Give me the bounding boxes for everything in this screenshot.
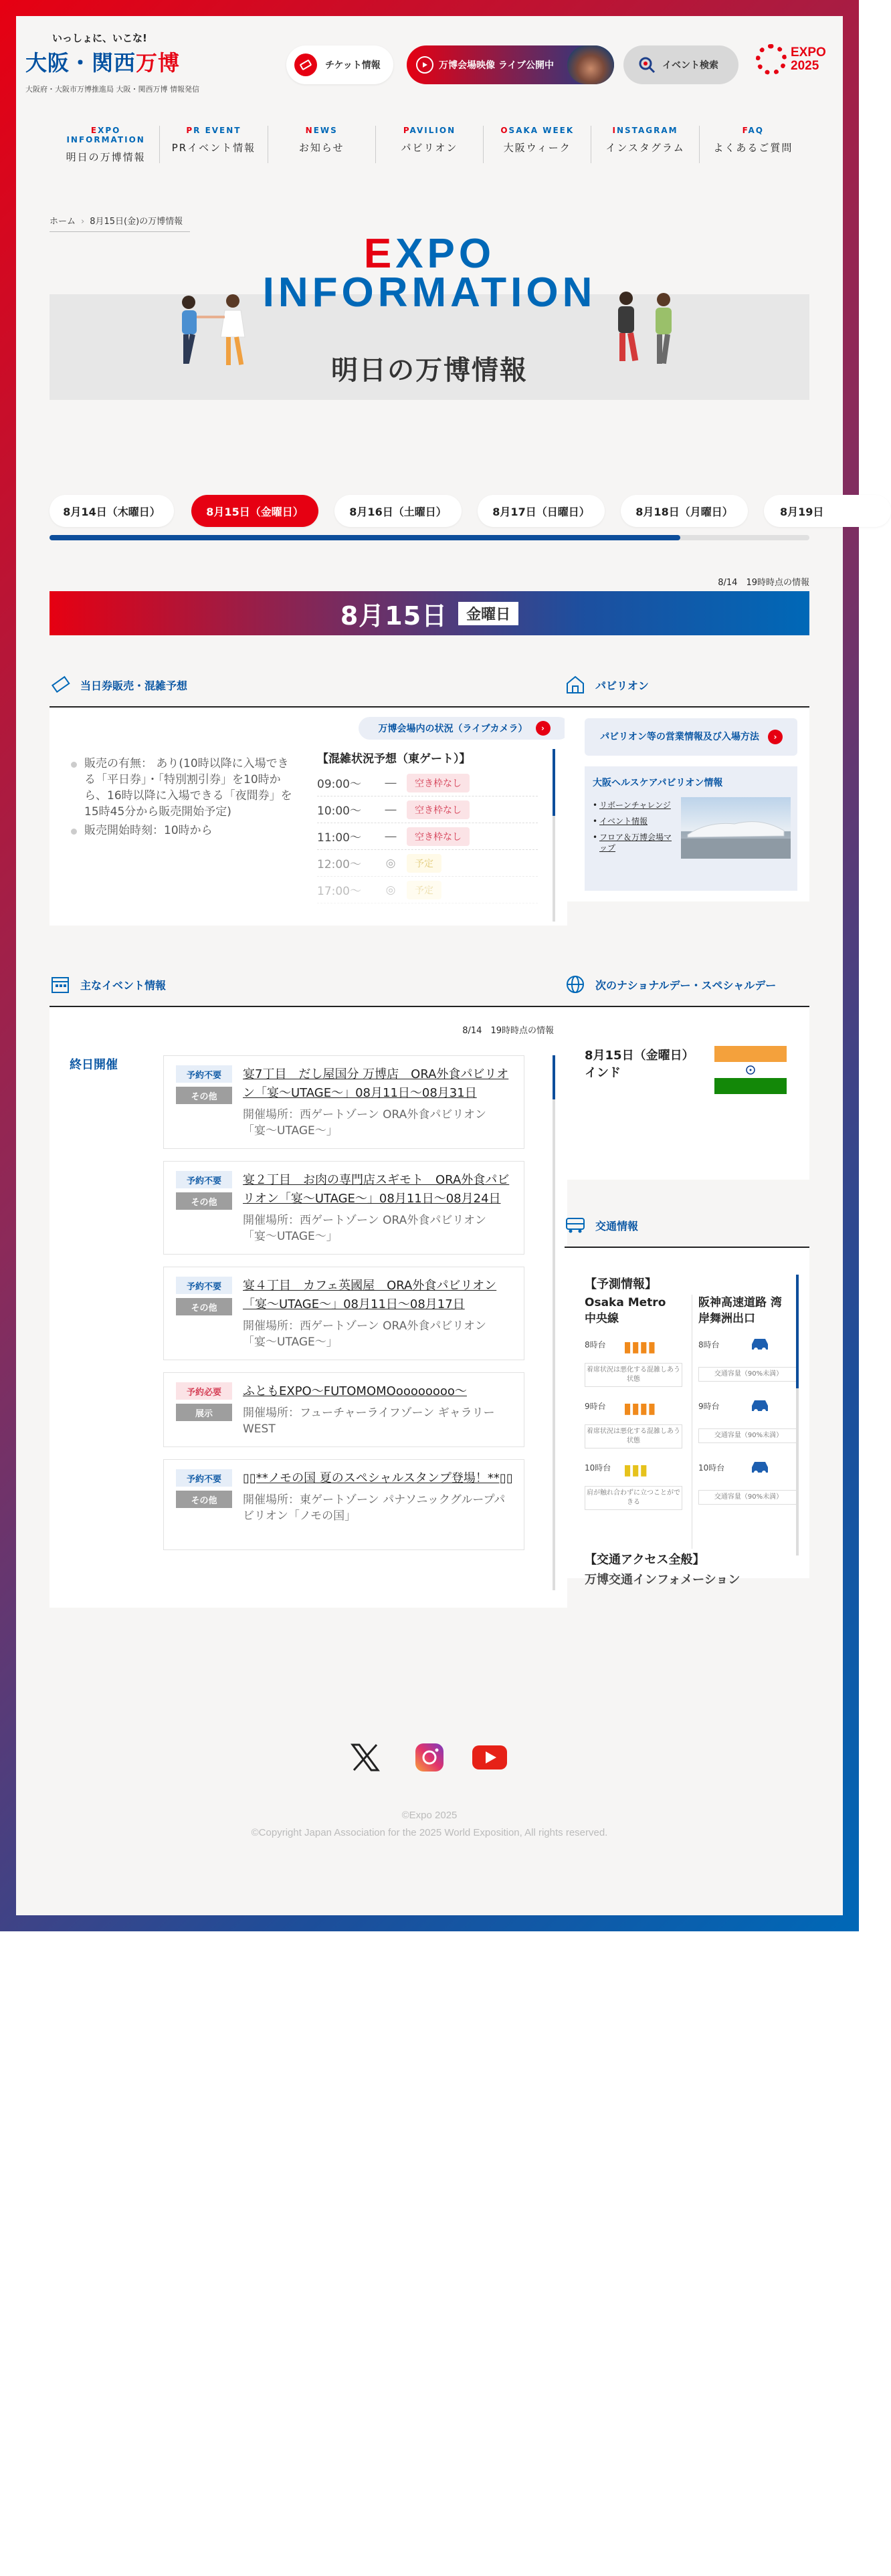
crowd-forecast-title: 【混雑状況予想（東ゲート）】 [317, 752, 471, 766]
reservation-badge: 予約不要 [176, 1469, 232, 1487]
car-icon [749, 1398, 771, 1416]
ticket-outline-icon [50, 674, 71, 695]
traffic-scrollbar[interactable] [796, 1275, 799, 1555]
bus-icon [565, 1214, 586, 1236]
national-day-info [585, 1047, 694, 1082]
events-panel [50, 1007, 567, 1608]
nav-item-instagram[interactable]: INSTAGRAM インスタグラム [591, 126, 699, 163]
category-badge: その他 [176, 1087, 232, 1104]
search-icon [637, 55, 657, 75]
pavilion-section-title: パビリオン [565, 674, 649, 695]
pavilion-link[interactable]: • イベント情報 [593, 816, 674, 827]
national-day-country: インド [585, 1066, 621, 1080]
reservation-badge: 予約不要 [176, 1277, 232, 1294]
footer-copyright-short: ©Expo 2025 [401, 1810, 458, 1821]
category-badge: その他 [176, 1298, 232, 1315]
expressway-title: 阪神高速道路 湾岸舞洲出口 [698, 1296, 782, 1325]
national-day-panel [565, 1007, 809, 1180]
expo2025-logo[interactable] [756, 44, 826, 75]
nav-item-osaka-week[interactable]: OSAKA WEEK 大阪ウィーク [484, 126, 591, 163]
live-label: 万博会場映像 ライブ公開中 [439, 60, 555, 71]
event-search-button[interactable] [623, 45, 738, 84]
expo-logo-text-b: 2025 [791, 59, 819, 73]
date-tabs [50, 495, 843, 535]
metro-time: 9時台 [585, 1402, 606, 1411]
pavilion-link[interactable]: • フロア＆万博会場マップ [593, 832, 674, 853]
healthcare-pavilion-box [585, 766, 797, 891]
expressway-note: 交通容量（90%未満） [698, 1490, 799, 1505]
logo-subtitle: 大阪府・大阪市万博推進局 大阪・関西万博 情報発信 [25, 85, 199, 94]
event-place: 開催場所：西ゲートゾーン ORA外食パビリオン「宴〜UTAGE〜」 [243, 1319, 487, 1349]
crowd-people-icon: ▮▮▮ [623, 1462, 648, 1479]
nav-item-faq[interactable]: FAQ よくあるご質問 [713, 126, 793, 154]
event-card[interactable] [163, 1372, 524, 1447]
ticket-label: チケット情報 [325, 60, 381, 71]
metro-line-title: Osaka Metro 中央線 [585, 1296, 666, 1325]
events-scroll-thumb[interactable] [553, 1055, 555, 1099]
traffic-content [565, 1248, 817, 1587]
crowd-row: 10:00〜 ― 空き枠なし [317, 796, 538, 823]
expo-mark-icon [756, 44, 787, 75]
crowd-people-icon: ▮▮▮▮ [623, 1339, 656, 1356]
event-place: 開催場所：東ゲートゾーン パナソニックグループパビリオン「ノモの国」 [243, 1493, 506, 1523]
event-title-link[interactable]: 宴7丁目 だし屋国分 万博店 ORA外食パビリオン「宴〜UTAGE〜」08月11日〜08月31日 [243, 1067, 509, 1100]
traffic-scroll-thumb[interactable] [796, 1275, 799, 1388]
live-thumbnail [567, 45, 614, 84]
india-flag-icon [714, 1046, 787, 1094]
play-icon [416, 56, 433, 74]
ticket-icon [294, 53, 317, 76]
events-asof: 8/14 19時時点の情報 [462, 1026, 554, 1036]
expo-logo-text-a: EXPO [791, 45, 826, 60]
footer-copyright: ©Copyright Japan Association for the 2025 World Exposition, All rights reserved. [251, 1827, 608, 1838]
status-badge: 予定 [407, 881, 441, 899]
events-section-title: 主なイベント情報 [50, 974, 166, 995]
event-place: 開催場所：西ゲートゾーン ORA外食パビリオン「宴〜UTAGE〜」 [243, 1214, 487, 1243]
metro-time: 10時台 [585, 1463, 611, 1473]
hero-title-expo: EXPO [363, 231, 496, 277]
page-content [16, 16, 843, 1915]
breadcrumb [50, 214, 183, 227]
crowd-row: 17:00〜 ◎ 予定 [317, 877, 538, 903]
asof-text: 8/14 19時時点の情報 [718, 578, 809, 588]
healthcare-pavilion-title[interactable]: 大阪ヘルスケアパビリオン情報 [593, 778, 723, 788]
calendar-icon [50, 974, 71, 995]
date-banner-weekday: 金曜日 [458, 602, 518, 625]
status-badge: 空き枠なし [407, 774, 470, 792]
national-day-section-title: 次のナショナルデー・スペシャルデー [565, 974, 776, 995]
reservation-badge: 予約不要 [176, 1065, 232, 1083]
event-title-link[interactable]: 宴２丁目 お肉の専門店スギモト ORA外食パビリオン「宴〜UTAGE〜」08月11日〜08月24日 [243, 1173, 510, 1206]
pavilion-panel [565, 708, 809, 901]
event-card[interactable] [163, 1267, 524, 1360]
date-tab-active[interactable]: 8月15日（金曜日） [191, 495, 318, 527]
sales-info-list [68, 756, 296, 841]
metro-time: 8時台 [585, 1340, 606, 1350]
event-list [163, 1055, 538, 1573]
site-logo[interactable] [25, 31, 199, 94]
event-card[interactable] [163, 1459, 524, 1550]
traffic-access-title: 【交通アクセス全般】 [585, 1553, 705, 1567]
logo-tagline: いっしょに、いこな! [52, 32, 147, 44]
event-card[interactable] [163, 1161, 524, 1255]
category-badge: その他 [176, 1192, 232, 1210]
crowd-row: 12:00〜 ◎ 予定 [317, 850, 538, 877]
expressway-note: 交通容量（90%未満） [698, 1367, 799, 1382]
globe-icon [565, 974, 586, 995]
car-icon [749, 1336, 771, 1354]
pavilion-info-button[interactable]: パビリオン等の営業情報及び入場方法 › [585, 718, 797, 756]
pavilion-photo[interactable] [681, 797, 791, 859]
crowd-scroll-thumb[interactable] [553, 749, 555, 816]
breadcrumb-home[interactable]: ホーム [50, 217, 76, 227]
pavilion-icon [565, 674, 586, 695]
traffic-forecast-title: 【予測情報】 [585, 1277, 657, 1291]
sales-panel [50, 708, 567, 926]
date-tab[interactable]: 8月14日（木曜日） [50, 495, 174, 527]
nav-item-expo-information[interactable]: EXPO INFORMATION 明日の万博情報 [52, 126, 160, 163]
date-tabs-scroll-thumb[interactable] [50, 535, 680, 540]
event-card[interactable] [163, 1055, 524, 1149]
couple-illustration-left [159, 290, 266, 377]
events-category: 終日開催 [70, 1058, 118, 1072]
metro-note: 着席状況は悪化する混雑しあう状態 [585, 1424, 682, 1448]
crowd-scrollbar[interactable] [553, 749, 555, 922]
traffic-panel [565, 1248, 809, 1587]
national-day-date: 8月15日（金曜日） [585, 1049, 694, 1063]
sales-info-item: 販売開始時刻：10時から [68, 823, 296, 839]
event-title-link[interactable]: 宴４丁目 カフェ英國屋 ORA外食パビリオン「宴〜UTAGE〜」08月11日〜08月17日 [243, 1279, 497, 1311]
status-badge: 予定 [407, 854, 441, 873]
nav-item-news[interactable]: NEWS お知らせ [268, 126, 376, 163]
date-tabs-scrollbar[interactable] [50, 535, 809, 540]
sales-section-title: 当日券販売・混雑予想 [50, 674, 187, 695]
date-tab[interactable]: 8月16日（土曜日） [334, 495, 462, 527]
reservation-badge: 予約不要 [176, 1171, 232, 1188]
youtube-icon[interactable] [471, 1739, 508, 1776]
pavilion-link[interactable]: • リボーンチャレンジ [593, 800, 674, 811]
healthcare-pavilion-links [593, 800, 674, 859]
search-label: イベント検索 [662, 60, 718, 71]
expressway-time: 8時台 [698, 1340, 720, 1350]
status-badge: 空き枠なし [407, 827, 470, 846]
date-tab[interactable]: 8月18日（月曜日） [621, 495, 748, 527]
crowd-people-icon: ▮▮▮▮ [623, 1400, 656, 1417]
date-banner-date: 8月15日 [340, 601, 448, 631]
arrow-right-icon: › [768, 730, 783, 744]
couple-illustration-right [602, 288, 689, 381]
sales-info-item: 販売の有無： あり(10時以降に入場できる「平日券」・「特別割引券」を10時から、16時以降に入場できる「夜間券」を15時45分から販売開始予定) [68, 756, 296, 820]
expressway-time: 10時台 [698, 1463, 725, 1473]
nav-item-pr-event[interactable]: PR EVENT PRイベント情報 [160, 126, 268, 163]
hero-title-information: INFORMATION [262, 270, 597, 316]
instagram-icon[interactable] [411, 1739, 448, 1776]
ticket-button[interactable] [286, 45, 393, 84]
nav-item-pavilion[interactable]: PAVILION パビリオン [376, 126, 484, 163]
category-badge: その他 [176, 1491, 232, 1508]
traffic-section-title: 交通情報 [565, 1214, 638, 1236]
category-badge: 展示 [176, 1404, 232, 1421]
live-camera-button[interactable]: 万博会場内の状況（ライブカメラ） › [359, 717, 570, 740]
breadcrumb-current: 8月15日(金)の万博情報 [90, 217, 183, 227]
traffic-access-sub: 万博交通インフォメーション [585, 1573, 740, 1587]
breadcrumb-separator: › [81, 217, 85, 227]
date-tab[interactable]: 8月19日 [764, 495, 891, 527]
crowd-row: 09:00〜 ― 空き枠なし [317, 770, 538, 796]
car-icon [749, 1459, 771, 1477]
date-banner [50, 591, 809, 635]
date-tab[interactable]: 8月17日（日曜日） [478, 495, 605, 527]
live-video-button[interactable] [407, 45, 614, 84]
events-scrollbar[interactable] [553, 1055, 555, 1590]
global-nav [52, 126, 807, 163]
x-twitter-icon[interactable] [346, 1739, 384, 1776]
reservation-badge: 予約必要 [176, 1382, 232, 1400]
status-badge: 空き枠なし [407, 800, 470, 819]
crowd-row: 11:00〜 ― 空き枠なし [317, 823, 538, 850]
event-title-link[interactable]: ▯▯**ノモの国 夏のスペシャルスタンプ登場！**▯▯ [243, 1471, 513, 1485]
metro-note: 肩が触れ合わずに立つことができる [585, 1486, 682, 1510]
event-place: 開催場所：西ゲートゾーン ORA外食パビリオン「宴〜UTAGE〜」 [243, 1108, 487, 1138]
expressway-note: 交通容量（90%未満） [698, 1428, 799, 1443]
expressway-time: 9時台 [698, 1402, 720, 1411]
breadcrumb-divider [50, 231, 190, 232]
event-title-link[interactable]: ふともEXPO〜FUTOMOMOoooooooo〜 [243, 1384, 467, 1398]
arrow-right-icon: › [536, 721, 551, 736]
crowd-forecast [317, 749, 538, 904]
metro-note: 着席状況は悪化する混雑しあう状態 [585, 1363, 682, 1387]
event-place: 開催場所：フューチャーライフゾーン ギャラリー WEST [243, 1406, 495, 1436]
page-title: 明日の万博情報 [331, 355, 528, 386]
logo-main: 大阪・関西万博 [25, 50, 181, 76]
